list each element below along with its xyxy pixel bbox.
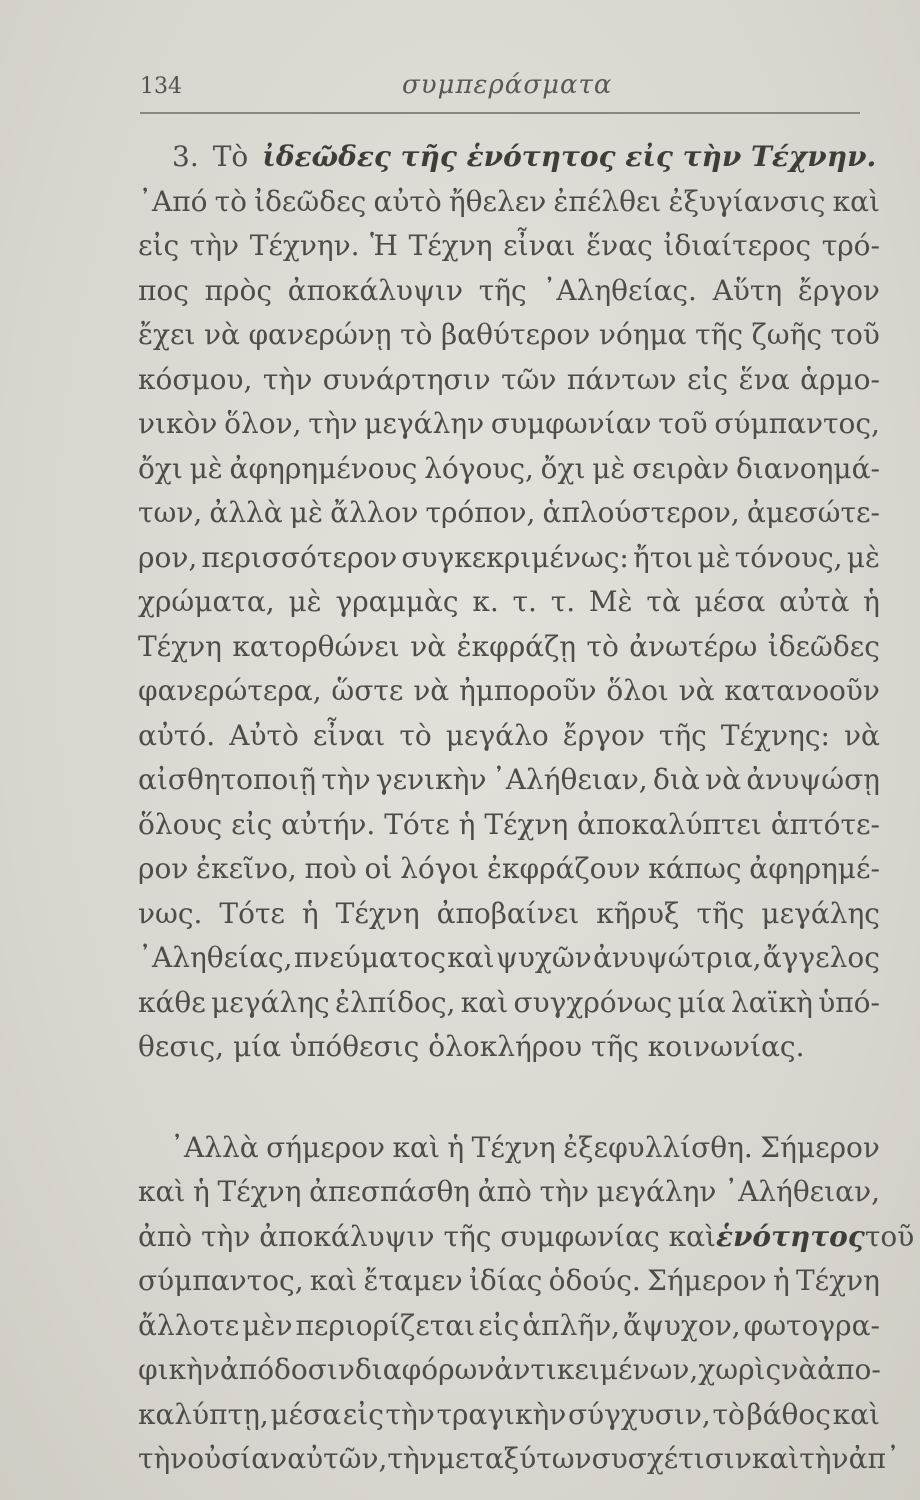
header-rule: [140, 112, 860, 114]
word: οὐσίαν: [187, 1442, 288, 1475]
word: ὄχι: [540, 451, 586, 485]
word: τὴν: [321, 763, 371, 796]
word: γενικὴν: [375, 763, 487, 796]
text-line: [138, 669, 880, 714]
text-line: [138, 491, 880, 536]
text-line: [138, 447, 880, 492]
word: αὐτὰ: [779, 585, 850, 618]
word: τὴν: [539, 1175, 589, 1208]
word: ἐπέλθει: [553, 184, 662, 218]
text-fragment: τοῦ: [864, 1219, 915, 1253]
text-line: [138, 714, 880, 759]
word: λόγους,: [424, 451, 534, 485]
word: σύγχυσιν,: [567, 1397, 711, 1431]
word: πρὸς: [204, 273, 273, 307]
page-header: [140, 70, 860, 110]
word: ἔργον: [562, 718, 645, 752]
word: Αὕτη: [712, 273, 783, 307]
word: καὶ: [309, 1264, 358, 1297]
word: οἱ: [364, 852, 393, 885]
word: ἄλλοτε: [138, 1308, 240, 1342]
word: κ.: [472, 585, 499, 618]
word: διαφόρων: [354, 1353, 495, 1386]
text-line: [138, 580, 880, 625]
word: συγκεκριμένως:: [401, 540, 629, 574]
word: τὴν: [138, 1442, 188, 1475]
section-article: Τὸ: [212, 140, 249, 173]
word: ἤτοι: [633, 540, 694, 574]
word: τοῦ: [830, 318, 880, 351]
word: αὐτήν.: [281, 807, 376, 841]
body-text: [138, 135, 915, 1482]
text-line: [138, 1393, 880, 1438]
word: ἀποκαλύπτει: [577, 807, 762, 841]
word: ρον,: [138, 540, 198, 574]
word: ἰδίας: [468, 1264, 543, 1297]
word: μεταξύ: [436, 1442, 537, 1475]
page-number: 134: [140, 74, 182, 99]
word: ἁρμο-: [800, 362, 880, 396]
word: μὲ: [846, 540, 880, 574]
word: ἤθελεν: [448, 184, 547, 218]
section-number: 3.: [172, 140, 199, 173]
word: εἰς: [342, 1397, 384, 1431]
word: ἕνα: [738, 362, 790, 396]
word: αἰσθητοποιῇ: [138, 763, 316, 796]
word: ἀφηρημέ-: [749, 852, 880, 885]
word: διανοημά-: [735, 451, 880, 485]
word: κατορθώνει: [232, 629, 400, 663]
word: ᾿Αλήθειαν,: [724, 1175, 880, 1208]
word: μεγάλης: [761, 896, 880, 930]
text-line: [138, 536, 880, 581]
word: μεγάλην: [596, 1175, 717, 1208]
text-line: [138, 1304, 880, 1349]
word: ὄχι: [138, 451, 183, 485]
word: κάθε: [138, 985, 206, 1019]
word: τραγικὴν: [436, 1397, 567, 1431]
word: ζωῆς: [751, 318, 823, 351]
word: τὴν: [308, 407, 358, 440]
text-line: [138, 981, 880, 1026]
text-line: [138, 1170, 880, 1215]
word: ρον: [138, 852, 189, 885]
word: ἰδεῶδες: [254, 184, 367, 218]
word: μὲ: [288, 585, 322, 618]
word: κάπως: [648, 852, 742, 885]
word: συνάρτησιν: [322, 362, 491, 396]
word: Τέχνη: [408, 229, 493, 262]
word: ἀπο-: [817, 1353, 881, 1386]
word: ὁδούς.: [548, 1264, 641, 1297]
word: εἰς: [687, 362, 729, 396]
word: ποὺ: [304, 852, 357, 885]
word: Τέχνη: [796, 1264, 880, 1297]
text-fragment: ἀπὸ τὴν ἀποκάλυψιν τῆς συμφωνίας καὶ: [138, 1219, 716, 1253]
word: αὐτὸ: [373, 184, 442, 218]
word: τὴν: [262, 362, 313, 396]
word: ᾿Αληθείας,: [138, 941, 293, 974]
word: τρό-: [821, 229, 880, 262]
word: μὲν: [242, 1308, 293, 1342]
word: Ἡ: [370, 229, 398, 262]
word: Αὐτὸ: [229, 718, 299, 752]
word: ἠμποροῦν: [458, 674, 597, 707]
text-line: θεσις, μία ὑπόθεσις ὁλοκλήρου τῆς κοινωνίας.: [138, 1030, 805, 1063]
word: Τέχνην.: [249, 229, 360, 262]
word: ἡ: [772, 1264, 790, 1297]
word: ἕνας: [586, 229, 653, 262]
word: σήμερον: [266, 1130, 386, 1164]
word: τὸ: [399, 718, 432, 752]
word: νὰ: [413, 674, 450, 707]
word: συσχέτισιν: [591, 1442, 752, 1475]
word: γραμμὰς: [335, 585, 459, 618]
word: τὸ: [214, 184, 247, 218]
text-line: [138, 1126, 880, 1171]
word: ἀνυψώτρια,: [593, 941, 762, 974]
word: εἶναι: [503, 229, 576, 262]
word: κόσμου,: [138, 362, 253, 396]
word: ᾿Αληθείας.: [542, 273, 697, 307]
text-line: [138, 135, 880, 180]
text-line: [138, 892, 880, 937]
word: αὐτό.: [138, 718, 216, 752]
word: ἐκφράζουν: [486, 852, 641, 885]
word: νὰ: [844, 718, 880, 752]
word: βάθος: [746, 1397, 831, 1431]
word: πνεύματος: [293, 941, 446, 974]
word: Τότε: [384, 807, 450, 841]
word: τῶν: [501, 362, 557, 396]
word: ἀλλὰ: [209, 496, 283, 529]
word: χρώματα,: [138, 585, 275, 618]
word: Τέχνη: [217, 1175, 302, 1208]
word: Σήμερον: [647, 1264, 767, 1297]
word: ἐξυγίανσις: [668, 184, 826, 218]
text-line: [138, 758, 880, 803]
word: ἀπόδοσιν: [219, 1353, 355, 1386]
word: Σήμερον: [760, 1130, 880, 1164]
word: σύμπαντος,: [138, 1264, 304, 1297]
word: κατανοοῦν: [724, 674, 880, 707]
word: τοῦ: [658, 407, 708, 440]
word: ἔχει: [138, 318, 196, 351]
word: ἀνωτέρω: [629, 629, 758, 663]
word: των,: [138, 496, 203, 529]
word: ᾿Αλήθειαν,: [491, 763, 648, 796]
word: τῆς: [695, 318, 744, 351]
word: νως.: [138, 896, 203, 930]
word: συγχρόνως: [513, 985, 673, 1019]
word: χωρὶς: [698, 1353, 782, 1386]
word: περιορίζεται: [295, 1308, 476, 1342]
word: νὰ: [410, 629, 447, 663]
word: καὶ: [447, 941, 495, 974]
word: ἡ: [458, 807, 476, 841]
text-line: [138, 1215, 915, 1260]
word: τὸ: [712, 1397, 745, 1431]
word: Τέχνη: [484, 807, 569, 841]
text-line: [138, 313, 880, 358]
word: ἐκεῖνο,: [196, 852, 297, 885]
word: ἡ: [863, 585, 880, 618]
word: περισσότερον: [201, 540, 398, 574]
word: τ.: [512, 585, 537, 618]
word: τ.: [550, 585, 576, 618]
word: ὥστε: [331, 674, 404, 707]
word: τὴν: [385, 1397, 435, 1431]
word: τὴν: [189, 229, 240, 262]
word: ἄψυχον,: [623, 1308, 741, 1342]
word: νόημα: [598, 318, 687, 351]
word: εἰς: [478, 1308, 520, 1342]
word: τῆς: [658, 718, 707, 752]
word: νὰ: [678, 674, 715, 707]
text-line: [138, 224, 880, 269]
word: ἐκφράζῃ: [456, 629, 577, 663]
word: τὰ: [646, 585, 681, 618]
word: ἰδεῶδες: [767, 629, 880, 663]
word: ἀμεσώτε-: [746, 496, 880, 529]
paragraph-gap: [138, 1070, 880, 1126]
word: ὅλους: [138, 807, 223, 841]
text-line: [138, 1259, 880, 1304]
word: ἀποκάλυψιν: [287, 273, 464, 307]
word: τρόπον,: [425, 496, 536, 529]
text-line: [138, 625, 880, 670]
running-head: συμπεράσματα: [402, 70, 613, 100]
emphasized-word: ἑνότητος: [715, 1219, 865, 1253]
word: τὸ: [586, 629, 619, 663]
word: τῆς: [696, 896, 745, 930]
word: ᾿Αλλὰ: [170, 1130, 259, 1164]
word: ἀπεσπάσθη: [309, 1175, 471, 1208]
word: ἀντικειμένων,: [494, 1353, 699, 1386]
word: ἁπτότε-: [770, 807, 880, 841]
word: τὴν: [387, 1442, 437, 1475]
word: καὶ: [832, 1397, 880, 1431]
word: ὅλον,: [224, 407, 302, 440]
word: τῆς: [478, 273, 527, 307]
word: ἡ: [447, 1130, 465, 1164]
word: καὶ: [138, 1175, 186, 1208]
word: ἀποβαίνει: [436, 896, 580, 930]
word: μεγάλο: [445, 718, 549, 752]
word: καὶ: [751, 1442, 800, 1475]
word: καὶ: [460, 985, 509, 1019]
word: ἐλπίδος,: [335, 985, 456, 1019]
word: καὶ: [392, 1130, 440, 1164]
word: ἀπὸ: [477, 1175, 532, 1208]
word: ᾿Από: [138, 184, 208, 218]
text-line: [138, 180, 880, 225]
word: ἀφηρημένους: [229, 451, 418, 485]
word: νὰ: [705, 763, 742, 796]
word: ἐξεφυλλίσθη.: [563, 1130, 753, 1164]
word: καλύπτῃ,: [138, 1397, 269, 1431]
word: φωτογρα-: [743, 1308, 880, 1342]
word: ἀπ᾿: [848, 1442, 900, 1475]
word: βαθύτερον: [440, 318, 591, 351]
text-line: [138, 402, 880, 447]
word: λόγοι: [400, 852, 480, 885]
section-heading: ἰδεῶδες τῆς ἑνότητος εἰς τὴν Τέχνην.: [262, 140, 877, 173]
word: μὲ: [592, 451, 626, 485]
text-line: [138, 358, 880, 403]
word: φικὴν: [138, 1353, 220, 1386]
word: μέσα: [270, 1397, 342, 1431]
word: τὴν: [799, 1442, 849, 1475]
word: ὅλοι: [606, 674, 669, 707]
word: νὰ: [781, 1353, 818, 1386]
word: πος: [138, 273, 189, 307]
word: τὸ: [400, 318, 433, 351]
word: μὲ: [289, 496, 323, 529]
word: των: [536, 1442, 592, 1475]
word: εἰς: [138, 229, 180, 262]
word: ἔταμεν: [363, 1264, 463, 1297]
text-line: [138, 803, 880, 848]
word: νικὸν: [138, 407, 218, 440]
word: καὶ: [832, 184, 880, 218]
word: Τέχνη: [335, 896, 420, 930]
word: σύμπαντος,: [714, 407, 880, 440]
word: διὰ: [653, 763, 700, 796]
word: ἔργον: [797, 273, 880, 307]
word: λαϊκὴ: [730, 985, 813, 1019]
word: μὲ: [189, 451, 223, 485]
text-line: [138, 269, 880, 314]
word: ἀνυψώσῃ: [746, 763, 880, 796]
word: ἰδιαίτερος: [663, 229, 812, 262]
word: ἡ: [193, 1175, 210, 1208]
word: μία: [677, 985, 726, 1019]
word: ἁπλούστερον,: [542, 496, 740, 529]
word: κῆρυξ: [596, 896, 680, 930]
word: συμφωνίαν: [490, 407, 652, 440]
word: ψυχῶν: [495, 941, 592, 974]
word: μεγάλην: [364, 407, 485, 440]
text-line: [138, 1348, 880, 1393]
word: εἰς: [231, 807, 273, 841]
word: πάντων: [566, 362, 677, 396]
word: σειρὰν: [632, 451, 730, 485]
word: ἁπλῆν,: [522, 1308, 621, 1342]
word: Τότε: [219, 896, 285, 930]
word: ἡ: [301, 896, 319, 930]
word: εἶναι: [312, 718, 386, 752]
text-line: [138, 1437, 900, 1482]
text-line: [138, 936, 880, 981]
word: αὐτῶν,: [287, 1442, 388, 1475]
word: νὰ: [204, 318, 240, 351]
word: ἄγγελος: [762, 941, 880, 974]
word: φανερώτερα,: [138, 674, 322, 707]
word: Μὲ: [588, 585, 633, 618]
word: μὲ: [697, 540, 731, 574]
text-line: [138, 847, 880, 892]
word: φανερώνῃ: [248, 318, 392, 351]
word: μεγάλης: [211, 985, 330, 1019]
word: ἄλλον: [330, 496, 419, 529]
word: Τέχνης:: [720, 718, 830, 752]
word: ὑπό-: [818, 985, 880, 1019]
word: τόνους,: [734, 540, 843, 574]
word: Τέχνη: [138, 629, 222, 663]
word: Τέχνη: [471, 1130, 556, 1164]
word: μέσα: [694, 585, 766, 618]
